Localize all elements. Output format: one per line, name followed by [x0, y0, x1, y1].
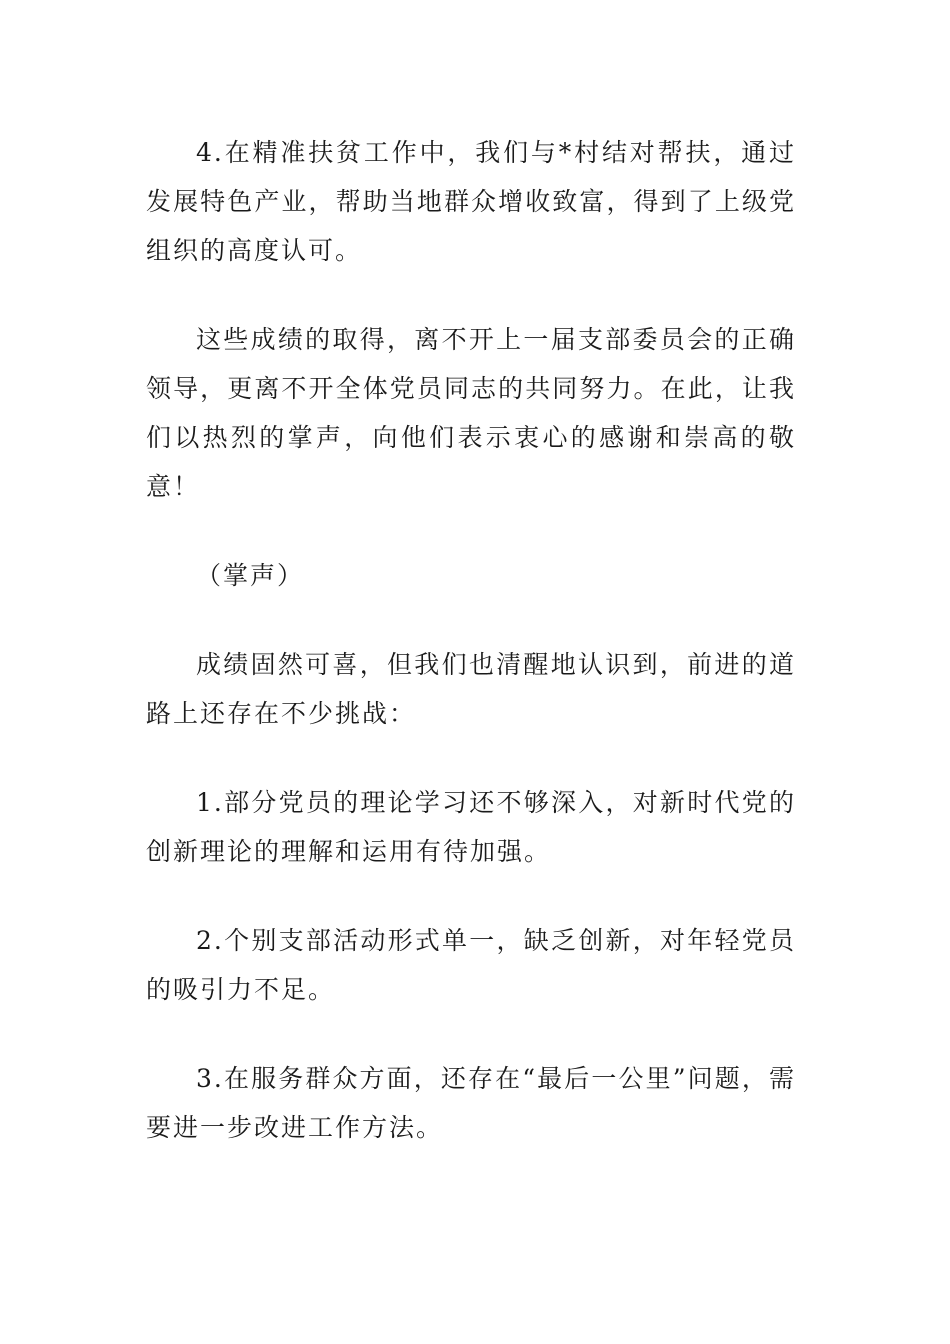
paragraph-challenge-2: 2.个别支部活动形式单一，缺乏创新，对年轻党员的吸引力不足。 — [146, 926, 796, 1004]
document-body — [146, 128, 796, 1192]
paragraph-acknowledgement: 这些成绩的取得，离不开上一届支部委员会的正确领导，更离不开全体党员同志的共同努力。在此，让我们以热烈的掌声，向他们表示衷心的感谢和崇高的敬意！ — [146, 325, 796, 501]
paragraph-applause: （掌声） — [196, 561, 305, 590]
paragraph-challenges-intro: 成绩固然可喜，但我们也清醒地认识到，前进的道路上还存在不少挑战： — [146, 650, 796, 728]
paragraph-challenge-3: 3.在服务群众方面，还存在“最后一公里”问题，需要进一步改进工作方法。 — [146, 1064, 796, 1142]
paragraph-poverty-alleviation: 4.在精准扶贫工作中，我们与*村结对帮扶，通过发展特色产业，帮助当地群众增收致富，得到了上级党组织的高度认可。 — [146, 138, 796, 265]
paragraph-challenge-1: 1.部分党员的理论学习还不够深入，对新时代党的创新理论的理解和运用有待加强。 — [146, 788, 796, 866]
